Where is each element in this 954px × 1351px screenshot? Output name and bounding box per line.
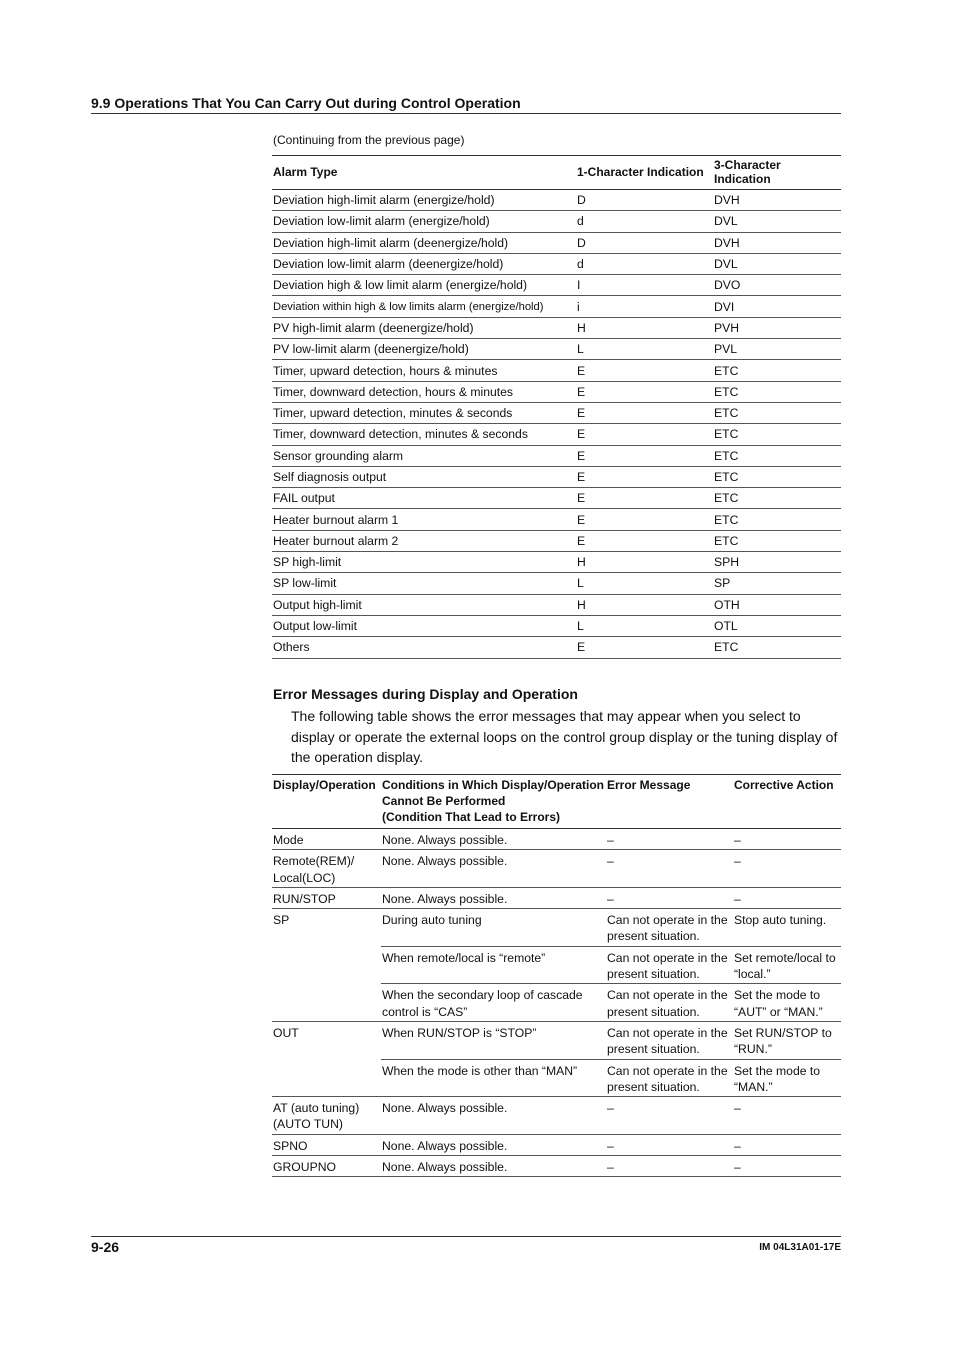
three-char-cell: ETC: [713, 360, 841, 381]
table-row: [272, 275, 841, 296]
condition-cell: None. Always possible.: [381, 1097, 606, 1135]
one-char-cell: E: [576, 637, 713, 658]
one-char-cell: H: [576, 552, 713, 573]
error-section-intro: The following table shows the error messages that may appear when you select to display or operate the external loops on the control group display or the tuning display of the operation display.: [291, 708, 838, 766]
operation-cell: SPNO: [272, 1134, 381, 1155]
corrective-action-cell: –: [733, 850, 841, 888]
one-char-cell: H: [576, 594, 713, 615]
alarm-type-cell: Deviation high & low limit alarm (energize/hold): [272, 275, 576, 296]
three-char-cell: DVI: [713, 296, 841, 317]
column-header: Error Message: [606, 775, 733, 829]
alarm-type-cell: Output high-limit: [272, 594, 576, 615]
error-message-cell: Can not operate in the present situation.: [606, 909, 733, 947]
one-char-cell: L: [576, 573, 713, 594]
column-header: 3-Character Indication: [713, 156, 841, 190]
error-table-header: [272, 775, 841, 829]
header-line: Cannot Be Performed: [382, 794, 506, 808]
table-row: [272, 615, 841, 636]
three-char-cell: DVH: [713, 190, 841, 211]
one-char-cell: H: [576, 317, 713, 338]
error-message-cell: –: [606, 1156, 733, 1177]
table-row: [272, 1134, 841, 1155]
three-char-cell: DVL: [713, 253, 841, 274]
three-char-cell: PVL: [713, 339, 841, 360]
error-message-cell: Can not operate in the present situation.: [606, 946, 733, 984]
page-number: 9-26: [91, 1239, 120, 1255]
corrective-action-cell: Set the mode to “MAN.”: [733, 1059, 841, 1097]
error-section-heading: Error Messages during Display and Operation: [273, 686, 578, 702]
three-char-cell: ETC: [713, 424, 841, 445]
alarm-type-cell: Deviation within high & low limits alarm (energize/hold): [272, 296, 576, 317]
table-row: [272, 909, 841, 947]
error-message-cell: –: [606, 887, 733, 908]
alarm-type-cell: Timer, downward detection, minutes & seconds: [272, 424, 576, 445]
table-row: [272, 829, 841, 850]
alarm-type-cell: Heater burnout alarm 2: [272, 530, 576, 551]
operation-cell: Remote(REM)/ Local(LOC): [272, 850, 381, 888]
table-row: [272, 445, 841, 466]
corrective-action-cell: Set the mode to “AUT” or “MAN.”: [733, 984, 841, 1022]
one-char-cell: L: [576, 615, 713, 636]
table-row: [272, 887, 841, 908]
alarm-table-header: [272, 156, 841, 190]
one-char-cell: E: [576, 488, 713, 509]
three-char-cell: SP: [713, 573, 841, 594]
one-char-cell: E: [576, 424, 713, 445]
alarm-type-cell: Timer, upward detection, hours & minutes: [272, 360, 576, 381]
one-char-cell: E: [576, 466, 713, 487]
table-row: [272, 1021, 841, 1059]
one-char-cell: d: [576, 211, 713, 232]
table-row: [272, 253, 841, 274]
section-title: 9.9 Operations That You Can Carry Out during Control Operation: [91, 95, 521, 111]
three-char-cell: ETC: [713, 402, 841, 423]
three-char-cell: OTL: [713, 615, 841, 636]
table-row: [272, 594, 841, 615]
three-char-cell: ETC: [713, 445, 841, 466]
error-message-cell: –: [606, 829, 733, 850]
corrective-action-cell: Set RUN/STOP to “RUN.”: [733, 1021, 841, 1059]
table-row: [272, 360, 841, 381]
alarm-type-cell: Deviation high-limit alarm (deenergize/hold): [272, 232, 576, 253]
column-header: Alarm Type: [272, 156, 576, 190]
condition-cell: When remote/local is “remote”: [381, 946, 606, 984]
alarm-type-cell: Self diagnosis output: [272, 466, 576, 487]
alarm-type-cell: SP low-limit: [272, 573, 576, 594]
table-row: [272, 296, 841, 317]
condition-cell: None. Always possible.: [381, 829, 606, 850]
three-char-cell: DVH: [713, 232, 841, 253]
error-message-cell: Can not operate in the present situation.: [606, 1059, 733, 1097]
alarm-type-cell: Deviation high-limit alarm (energize/hold): [272, 190, 576, 211]
alarm-type-cell: Sensor grounding alarm: [272, 445, 576, 466]
operation-cell: AT (auto tuning) (AUTO TUN): [272, 1097, 381, 1135]
one-char-cell: E: [576, 402, 713, 423]
table-row: [272, 573, 841, 594]
document-id: IM 04L31A01-17E: [759, 1242, 841, 1253]
one-char-cell: D: [576, 232, 713, 253]
corrective-action-cell: –: [733, 1134, 841, 1155]
table-row: [272, 488, 841, 509]
one-char-cell: i: [576, 296, 713, 317]
alarm-type-cell: SP high-limit: [272, 552, 576, 573]
condition-cell: None. Always possible.: [381, 887, 606, 908]
condition-cell: None. Always possible.: [381, 850, 606, 888]
corrective-action-cell: –: [733, 1097, 841, 1135]
condition-cell: During auto tuning: [381, 909, 606, 947]
three-char-cell: ETC: [713, 381, 841, 402]
table-row: [272, 317, 841, 338]
one-char-cell: L: [576, 339, 713, 360]
header-line: Conditions in Which Display/Operation: [382, 778, 605, 792]
error-message-table: [272, 774, 841, 1177]
alarm-type-cell: Deviation low-limit alarm (deenergize/hold): [272, 253, 576, 274]
alarm-type-cell: Output low-limit: [272, 615, 576, 636]
column-header: Corrective Action: [733, 775, 841, 829]
table-row: [272, 381, 841, 402]
table-row: [272, 530, 841, 551]
corrective-action-cell: –: [733, 829, 841, 850]
alarm-type-cell: Heater burnout alarm 1: [272, 509, 576, 530]
operation-cell: SP: [272, 909, 381, 1022]
one-char-cell: E: [576, 509, 713, 530]
one-char-cell: E: [576, 530, 713, 551]
corrective-action-cell: –: [733, 887, 841, 908]
corrective-action-cell: Stop auto tuning.: [733, 909, 841, 947]
operation-cell: RUN/STOP: [272, 887, 381, 908]
one-char-cell: I: [576, 275, 713, 296]
one-char-cell: E: [576, 445, 713, 466]
condition-cell: When RUN/STOP is “STOP”: [381, 1021, 606, 1059]
operation-cell: Mode: [272, 829, 381, 850]
condition-cell: When the secondary loop of cascade control is “CAS”: [381, 984, 606, 1022]
three-char-cell: ETC: [713, 637, 841, 658]
one-char-cell: E: [576, 381, 713, 402]
three-char-cell: ETC: [713, 466, 841, 487]
alarm-type-cell: PV low-limit alarm (deenergize/hold): [272, 339, 576, 360]
three-char-cell: ETC: [713, 488, 841, 509]
alarm-type-cell: Timer, downward detection, hours & minutes: [272, 381, 576, 402]
alarm-type-cell: Timer, upward detection, minutes & seconds: [272, 402, 576, 423]
table-row: [272, 850, 841, 888]
operation-cell: OUT: [272, 1021, 381, 1096]
table-row: [272, 552, 841, 573]
footer-divider: [91, 1236, 841, 1237]
three-char-cell: OTH: [713, 594, 841, 615]
error-message-cell: Can not operate in the present situation.: [606, 1021, 733, 1059]
alarm-type-cell: Others: [272, 637, 576, 658]
continuation-note: (Continuing from the previous page): [273, 133, 465, 147]
error-message-cell: Can not operate in the present situation.: [606, 984, 733, 1022]
table-row: [272, 1097, 841, 1135]
one-char-cell: D: [576, 190, 713, 211]
table-row: [272, 190, 841, 211]
alarm-type-cell: PV high-limit alarm (deenergize/hold): [272, 317, 576, 338]
three-char-cell: SPH: [713, 552, 841, 573]
error-message-cell: –: [606, 850, 733, 888]
corrective-action-cell: Set remote/local to “local.”: [733, 946, 841, 984]
table-row: [272, 466, 841, 487]
table-row: [272, 424, 841, 445]
table-row: [272, 509, 841, 530]
column-header: [381, 775, 606, 829]
alarm-type-cell: Deviation low-limit alarm (energize/hold): [272, 211, 576, 232]
column-header: 1-Character Indication: [576, 156, 713, 190]
alarm-type-table: [272, 155, 841, 659]
column-header: Display/Operation: [272, 775, 381, 829]
table-row: [272, 637, 841, 658]
error-message-cell: –: [606, 1097, 733, 1135]
header-divider: [91, 113, 841, 114]
three-char-cell: DVL: [713, 211, 841, 232]
table-row: [272, 1156, 841, 1177]
one-char-cell: E: [576, 360, 713, 381]
alarm-type-cell: FAIL output: [272, 488, 576, 509]
condition-cell: None. Always possible.: [381, 1134, 606, 1155]
table-row: [272, 339, 841, 360]
header-line: (Condition That Lead to Errors): [382, 810, 560, 824]
three-char-cell: DVO: [713, 275, 841, 296]
table-row: [272, 402, 841, 423]
condition-cell: None. Always possible.: [381, 1156, 606, 1177]
three-char-cell: PVH: [713, 317, 841, 338]
table-row: [272, 211, 841, 232]
operation-cell: GROUPNO: [272, 1156, 381, 1177]
corrective-action-cell: –: [733, 1156, 841, 1177]
one-char-cell: d: [576, 253, 713, 274]
three-char-cell: ETC: [713, 509, 841, 530]
three-char-cell: ETC: [713, 530, 841, 551]
table-row: [272, 232, 841, 253]
condition-cell: When the mode is other than “MAN”: [381, 1059, 606, 1097]
error-message-cell: –: [606, 1134, 733, 1155]
